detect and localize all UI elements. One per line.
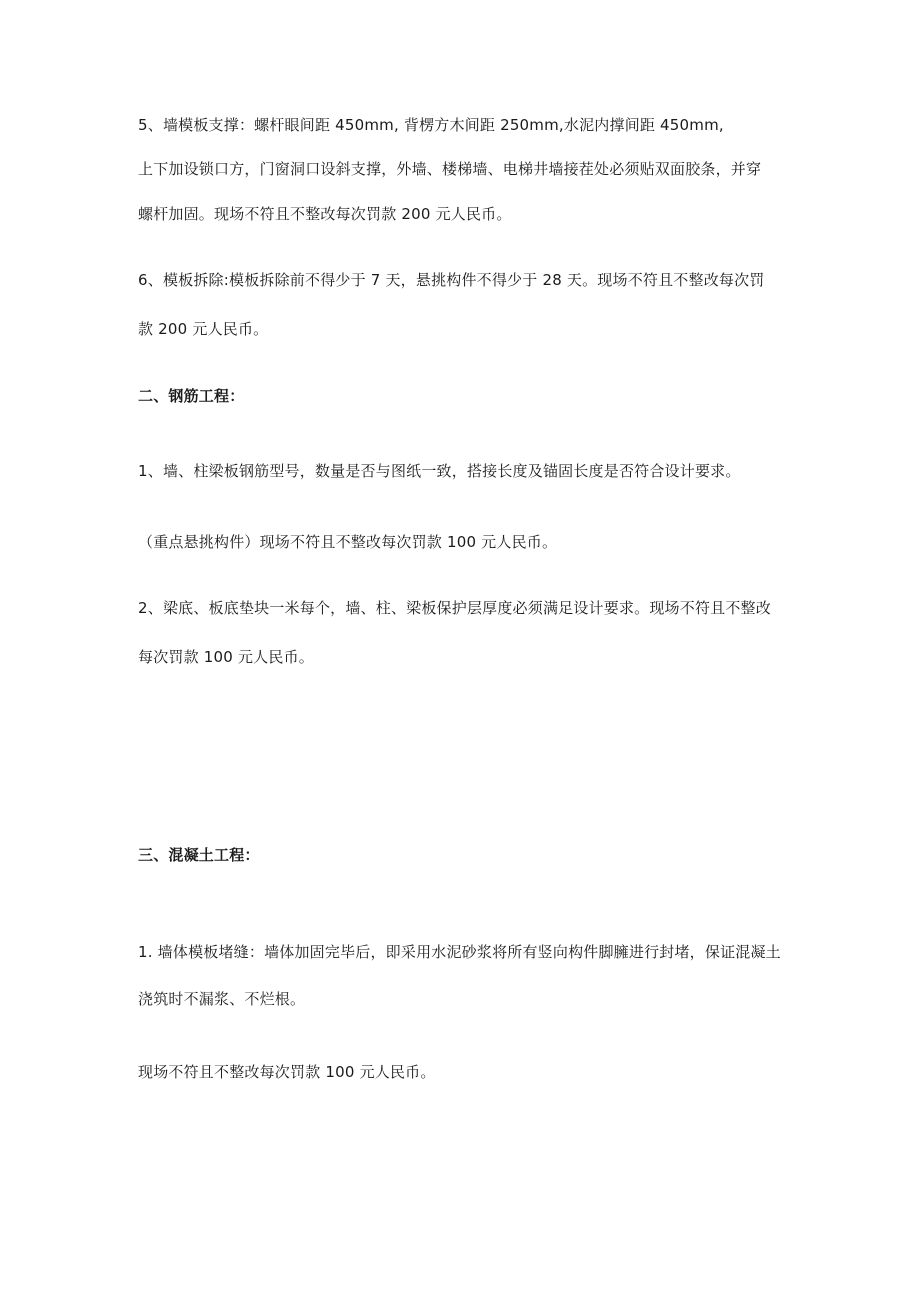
section-2-heading: 二、钢筋工程：: [138, 387, 245, 405]
item-5-line-1: 5、墙模板支撑：螺杆眼间距 450mm, 背楞方木间距 250mm,水泥内撑间距 450mm,: [138, 116, 724, 134]
section-2-item-1-line-2: （重点悬挑构件）现场不符且不整改每次罚款 100 元人民币。: [138, 533, 558, 551]
item-6-line-1: 6、模板拆除:模板拆除前不得少于 7 天，悬挑构件不得少于 28 天。现场不符且不整改每次罚: [138, 271, 765, 289]
section-2-item-1-line-1: 1、墙、柱梁板钢筋型号，数量是否与图纸一致，搭接长度及锚固长度是否符合设计要求。: [138, 462, 741, 480]
item-6-line-2: 款 200 元人民币。: [138, 320, 269, 338]
section-3-item-1-line-1: 1. 墙体模板堵缝：墙体加固完毕后，即采用水泥砂浆将所有竖向构件脚臃进行封堵，保证混凝土: [138, 943, 781, 961]
section-3-heading: 三、混凝土工程：: [138, 846, 260, 864]
item-5-line-3: 螺杆加固。现场不符且不整改每次罚款 200 元人民币。: [138, 205, 512, 223]
section-3-item-1-line-2: 浇筑时不漏浆、不烂根。: [138, 990, 306, 1008]
section-2-item-2-line-1: 2、梁底、板底垫块一米每个，墙、柱、梁板保护层厚度必须满足设计要求。现场不符且不整改: [138, 599, 771, 617]
section-2-item-2-line-2: 每次罚款 100 元人民币。: [138, 648, 314, 666]
section-3-item-1-line-3: 现场不符且不整改每次罚款 100 元人民币。: [138, 1063, 436, 1081]
item-5-line-2: 上下加设锁口方，门窗洞口设斜支撑，外墙、楼梯墙、电梯井墙接茬处必须贴双面胶条，并穿: [138, 160, 762, 178]
